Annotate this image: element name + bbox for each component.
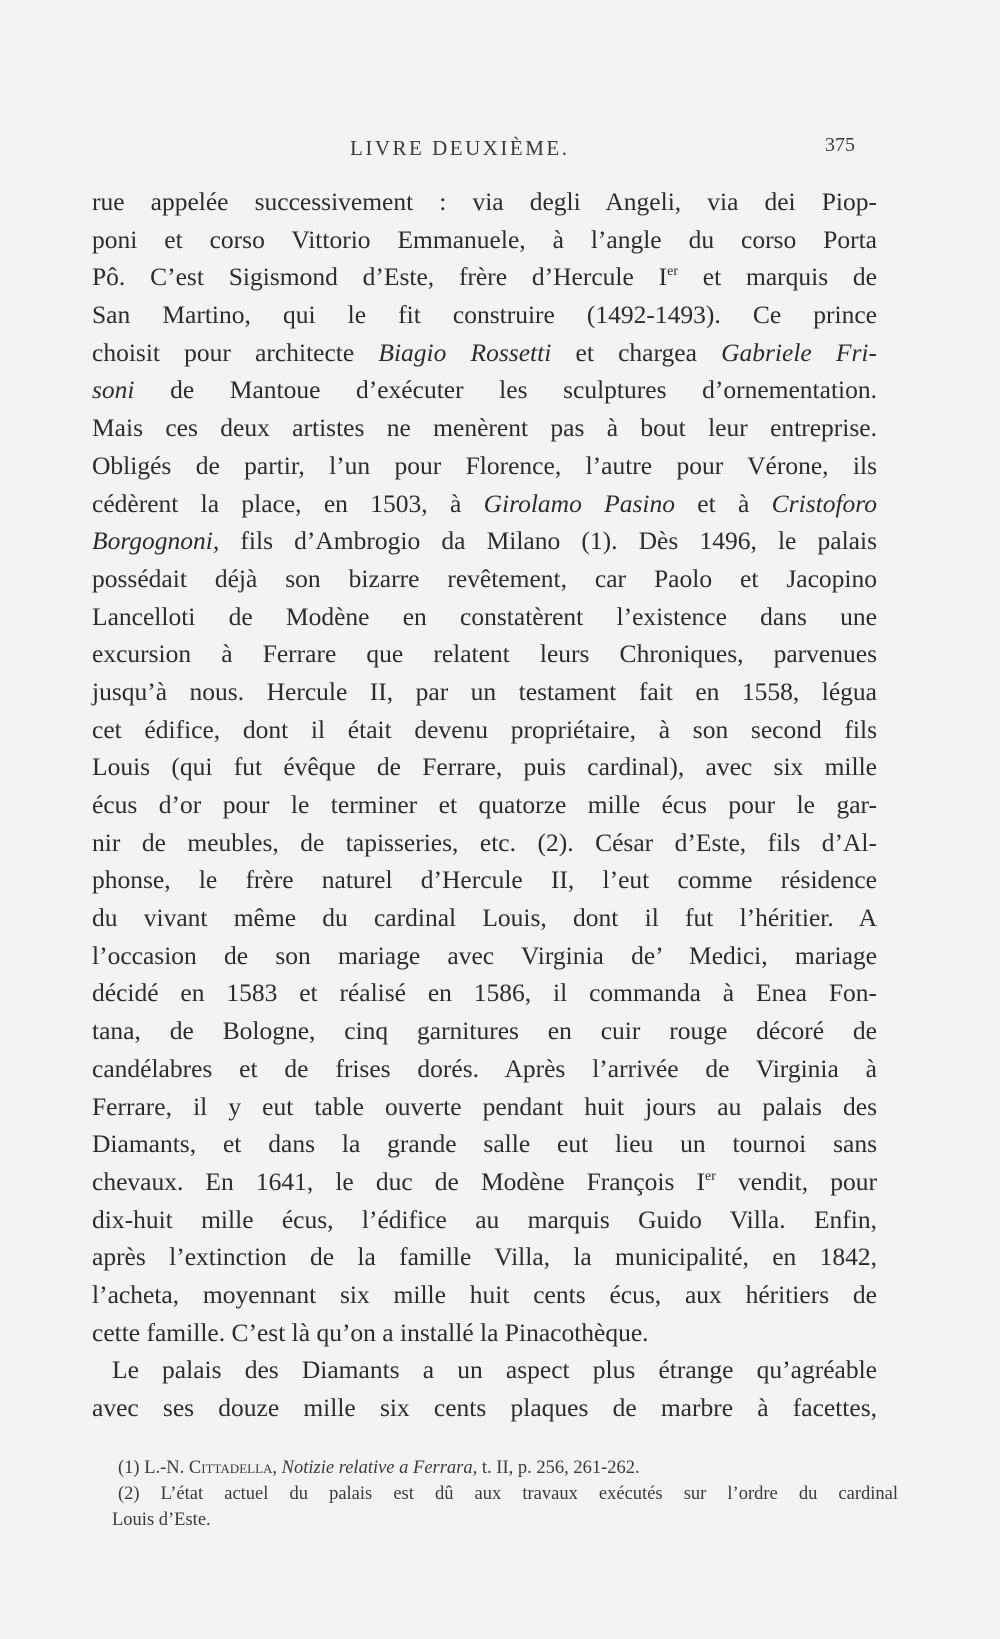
footnote-1-author-initials: L.-N. bbox=[144, 1458, 185, 1478]
text-line bbox=[92, 1201, 877, 1239]
footnote-1-mark: (1) bbox=[118, 1458, 140, 1478]
text-line bbox=[92, 1088, 877, 1126]
text-segment: fils d’Ambrogio da Milano (1). Dès 1496, le palais bbox=[219, 526, 877, 556]
text-segment: et chargea bbox=[551, 337, 722, 367]
italic-name: Cristoforo bbox=[771, 488, 878, 518]
footnote-1-title: Notizie relative a Ferrara, bbox=[281, 1458, 478, 1478]
text-line bbox=[92, 635, 877, 673]
italic-name: soni bbox=[92, 375, 135, 405]
text-line bbox=[92, 899, 877, 937]
text-line bbox=[92, 1050, 877, 1088]
text-line bbox=[92, 409, 877, 447]
italic-name: Girolamo Pasino bbox=[483, 488, 675, 518]
text-line bbox=[92, 598, 877, 636]
text-segment: vendit, pour bbox=[715, 1166, 877, 1196]
text-line bbox=[92, 711, 877, 749]
text-segment: Le palais des Diamants a un aspect plus étrange qu’agréable bbox=[112, 1355, 877, 1385]
text-line bbox=[92, 786, 877, 824]
text-line bbox=[92, 296, 877, 334]
text-segment: dix-huit mille écus, l’édifice au marquis Guido Villa. Enfin, bbox=[92, 1204, 877, 1234]
text-segment: nir de meubles, de tapisseries, etc. (2). César d’Este, fils d’Al- bbox=[92, 827, 877, 857]
text-segment: phonse, le frère naturel d’Hercule II, l’eut comme résidence bbox=[92, 865, 877, 895]
text-segment: l’occasion de son mariage avec Virginia de’ Medici, mariage bbox=[92, 940, 877, 970]
text-segment: et à bbox=[674, 488, 772, 518]
text-line bbox=[92, 485, 877, 523]
text-line bbox=[92, 1389, 877, 1427]
text-line bbox=[92, 1238, 877, 1276]
text-line bbox=[92, 371, 877, 409]
page-number: 375 bbox=[825, 134, 855, 156]
italic-name: Biagio Rossetti bbox=[378, 337, 552, 367]
text-segment: jusqu’à nous. Hercule II, par un testament fait en 1558, légua bbox=[92, 676, 877, 706]
footnote-1-author-name: Cittadella, bbox=[188, 1458, 278, 1478]
text-line bbox=[92, 748, 877, 786]
text-segment: chevaux. En 1641, le duc de Modène François I bbox=[92, 1166, 706, 1196]
text-segment: rue appelée successivement : via degli Angeli, via dei Piop- bbox=[92, 187, 877, 216]
text-segment: cédèrent la place, en 1503, à bbox=[92, 488, 484, 518]
text-line bbox=[92, 974, 877, 1012]
text-segment: cet édifice, dont il était devenu propriétaire, à son second fils bbox=[92, 714, 877, 744]
footnote-2-text-line1: L’état actuel du palais est dû aux travaux exécutés sur l’ordre du cardinal bbox=[160, 1484, 898, 1504]
text-line bbox=[92, 221, 877, 259]
footnote-1-ref: t. II, p. 256, 261-262. bbox=[481, 1458, 640, 1478]
text-line bbox=[92, 1314, 877, 1352]
text-segment: Ferrare, il y eut table ouverte pendant huit jours au palais des bbox=[92, 1091, 877, 1121]
text-line bbox=[92, 673, 877, 711]
text-line bbox=[92, 447, 877, 485]
text-line bbox=[92, 1012, 877, 1050]
text-segment: Lancelloti de Modène en constatèrent l’existence dans une bbox=[92, 601, 877, 631]
text-line bbox=[92, 1276, 877, 1314]
text-line bbox=[92, 1163, 877, 1201]
text-line bbox=[92, 258, 877, 296]
footnote-1 bbox=[118, 1455, 898, 1481]
footnote-2 bbox=[118, 1481, 898, 1507]
text-segment: cette famille. C’est là qu’on a installé la Pinacothèque. bbox=[92, 1317, 649, 1347]
text-line bbox=[92, 1351, 877, 1389]
text-segment: San Martino, qui le fit construire (1492-1493). Ce prince bbox=[92, 300, 877, 330]
text-line bbox=[92, 861, 877, 899]
footnote-2-mark: (2) bbox=[118, 1484, 140, 1504]
text-line bbox=[92, 1125, 877, 1163]
text-segment: du vivant même du cardinal Louis, dont il fut l’héritier. A bbox=[92, 903, 877, 933]
text-segment: candélabres et de frises dorés. Après l’arrivée de Virginia à bbox=[92, 1053, 877, 1083]
footnotes bbox=[112, 1455, 898, 1533]
text-segment: après l’extinction de la famille Villa, la municipalité, en 1842, bbox=[92, 1242, 877, 1272]
text-segment: Mais ces deux artistes ne menèrent pas à bout leur entreprise. bbox=[92, 413, 877, 443]
running-head: LIVRE DEUXIÈME. bbox=[350, 136, 570, 160]
footnote-2-continuation: Louis d’Este. bbox=[112, 1510, 211, 1530]
text-segment: Pô. C’est Sigismond d’Este, frère d’Hercule I bbox=[92, 262, 668, 292]
body-text bbox=[92, 183, 877, 1427]
text-segment: Louis (qui fut évêque de Ferrare, puis cardinal), avec six mille bbox=[92, 752, 877, 782]
italic-name: Gabriele Fri- bbox=[721, 337, 877, 367]
text-segment: Obligés de partir, l’un pour Florence, l’autre pour Vérone, ils bbox=[92, 450, 877, 480]
text-line bbox=[92, 334, 877, 372]
superscript: er bbox=[667, 264, 678, 280]
text-segment: de Mantoue d’exécuter les sculptures d’ornementation. bbox=[134, 375, 877, 405]
text-segment: Diamants, et dans la grande salle eut lieu un tournoi sans bbox=[92, 1129, 877, 1159]
italic-name: Borgognoni, bbox=[92, 526, 220, 556]
text-segment: poni et corso Vittorio Emmanuele, à l’angle du corso Porta bbox=[92, 224, 877, 254]
text-segment: et marquis de bbox=[677, 262, 877, 292]
text-segment: l’acheta, moyennant six mille huit cents écus, aux héritiers de bbox=[92, 1279, 877, 1309]
text-line bbox=[92, 560, 877, 598]
text-line bbox=[92, 937, 877, 975]
superscript: er bbox=[705, 1169, 716, 1185]
text-segment: tana, de Bologne, cinq garnitures en cuir rouge décoré de bbox=[92, 1016, 877, 1046]
text-segment: possédait déjà son bizarre revêtement, car Paolo et Jacopino bbox=[92, 563, 877, 593]
text-segment: écus d’or pour le terminer et quatorze mille écus pour le gar- bbox=[92, 790, 877, 819]
text-segment: avec ses douze mille six cents plaques de marbre à facettes, bbox=[92, 1393, 877, 1422]
text-line bbox=[92, 183, 877, 221]
text-segment: décidé en 1583 et réalisé en 1586, il commanda à Enea Fon- bbox=[92, 978, 877, 1008]
text-segment: excursion à Ferrare que relatent leurs Chroniques, parvenues bbox=[92, 639, 877, 669]
text-line bbox=[92, 824, 877, 862]
text-segment: choisit pour architecte bbox=[92, 337, 379, 367]
text-line bbox=[92, 522, 877, 560]
